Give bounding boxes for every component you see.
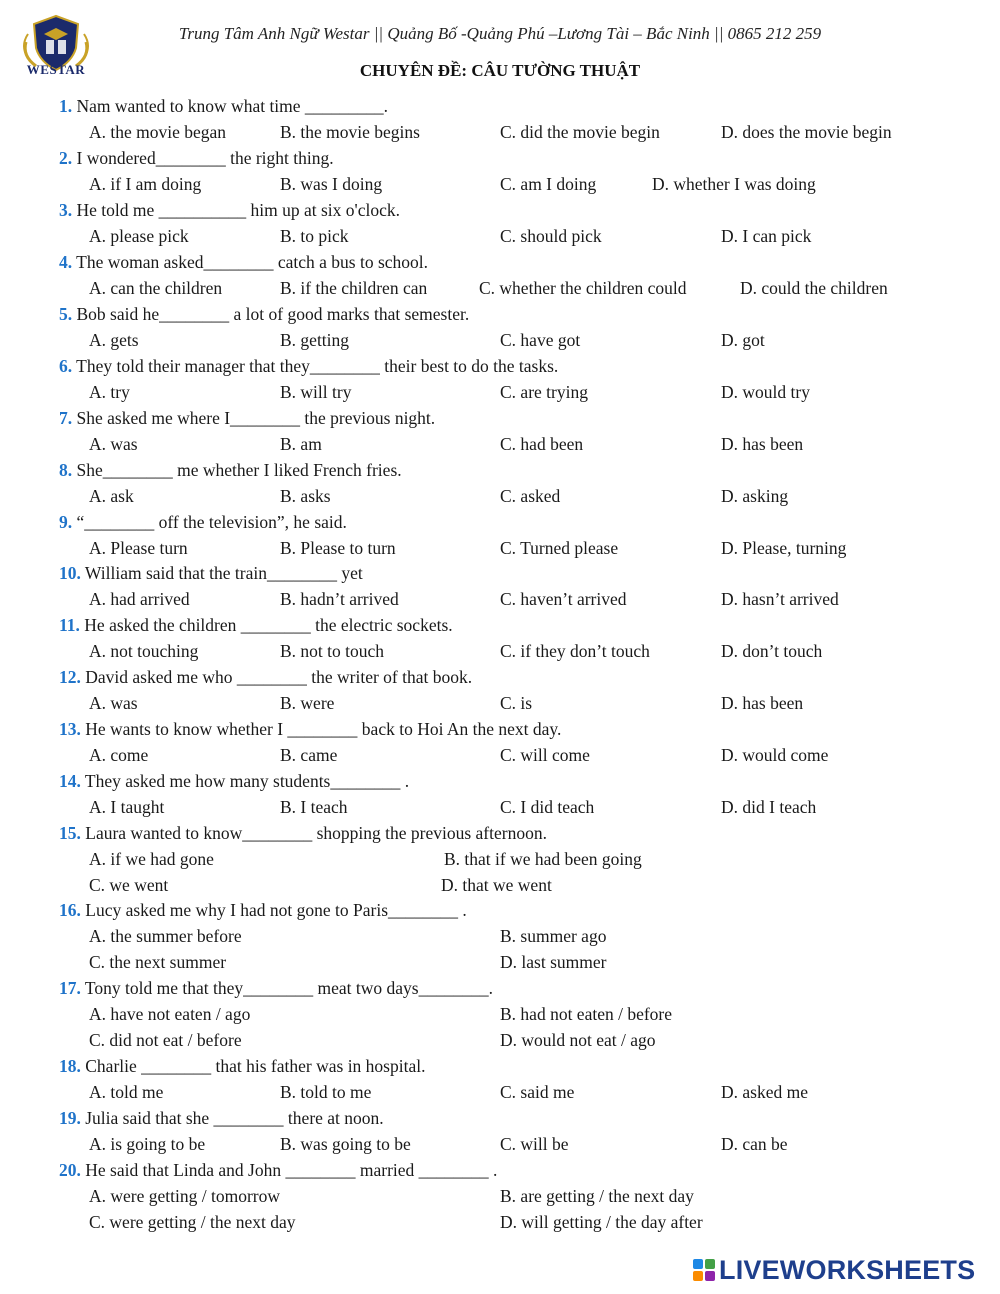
question-text: He asked the children ________ the electric sockets. [79,615,453,635]
document-title: CHUYÊN ĐỀ: CÂU TƯỜNG THUẬT [359,61,641,80]
answer-option[interactable]: B. getting [280,330,350,350]
answer-option[interactable]: B. came [280,745,338,765]
question-stem [59,356,558,376]
answer-option[interactable]: B. hadn’t arrived [280,589,399,609]
answer-option[interactable]: B. were [280,693,335,713]
question-number: 19. [59,1108,81,1128]
answer-option[interactable]: C. said me [500,1082,575,1102]
answer-option[interactable]: D. did I teach [721,797,817,817]
answer-option[interactable]: B. asks [280,486,331,506]
answer-option[interactable]: C. are trying [500,382,588,402]
answer-option[interactable]: D. would not eat / ago [500,1030,656,1050]
answer-option[interactable]: C. am I doing [500,174,597,194]
answer-option[interactable]: D. has been [721,693,804,713]
question-text: She asked me where I________ the previous night. [72,408,436,428]
question-text: William said that the train________ yet [80,563,363,583]
question-number: 6. [59,356,73,376]
answer-option[interactable]: C. did the movie begin [500,122,660,142]
question-stem [59,667,472,687]
center-header-line: Trung Tâm Anh Ngữ Westar || Quảng Bố -Quảng Phú –Lương Tài – Bắc Ninh || 0865 212 259 [178,24,822,43]
liveworksheets-logo-icon [693,1259,715,1281]
answer-option[interactable]: B. will try [280,382,352,402]
question-text: They told their manager that they________ their best to do the tasks. [72,356,559,376]
question-stem [59,512,347,532]
answer-option[interactable]: C. have got [500,330,581,350]
answer-option[interactable]: A. have not eaten / ago [89,1004,251,1024]
question-stem [59,200,400,220]
question-number: 1. [59,96,73,116]
answer-option[interactable]: D. I can pick [721,226,812,246]
answer-option[interactable]: B. are getting / the next day [500,1186,694,1206]
question-text: David asked me who ________ the writer of that book. [80,667,473,687]
question-number: 14. [59,771,81,791]
question-stem [59,1160,497,1180]
answer-option[interactable]: B. am [280,434,322,454]
answer-option[interactable]: D. will getting / the day after [500,1212,703,1232]
question-stem [59,1108,384,1128]
answer-option[interactable]: C. had been [500,434,584,454]
answer-option[interactable]: C. will come [500,745,590,765]
question-text: He told me __________ him up at six o'clock. [72,200,400,220]
question-stem [59,304,469,324]
answer-option[interactable]: A. ask [89,486,134,506]
question-text: Charlie ________ that his father was in hospital. [80,1056,426,1076]
question-stem [59,148,334,168]
answer-option[interactable]: D. last summer [500,952,607,972]
question-stem [59,563,363,583]
question-text: I wondered________ the right thing. [72,148,334,168]
answer-option[interactable]: B. Please to turn [280,538,396,558]
question-number: 15. [59,823,81,843]
answer-option[interactable]: A. can the children [89,278,223,298]
question-stem [59,96,388,116]
answer-option[interactable]: C. will be [500,1134,569,1154]
answer-option[interactable]: C. the next summer [89,952,227,972]
answer-option[interactable]: A. not touching [89,641,199,661]
answer-option[interactable]: A. the movie began [89,122,227,142]
answer-option[interactable]: C. haven’t arrived [500,589,627,609]
question-text: Nam wanted to know what time _________. [72,96,389,116]
question-number: 5. [59,304,73,324]
answer-option[interactable]: B. I teach [280,797,348,817]
question-text: Lucy asked me why I had not gone to Paris________ . [80,900,467,920]
answer-option[interactable]: D. asked me [721,1082,808,1102]
answer-option[interactable]: B. had not eaten / before [500,1004,673,1024]
question-number: 4. [59,252,73,272]
answer-option[interactable]: B. to pick [280,226,349,246]
question-number: 20. [59,1160,81,1180]
question-stem [59,460,402,480]
question-stem [59,252,428,272]
question-number: 11. [59,615,80,635]
answer-option[interactable]: A. is going to be [89,1134,206,1154]
answer-option[interactable]: D. Please, turning [721,538,847,558]
answer-option[interactable]: A. come [89,745,149,765]
question-number: 2. [59,148,73,168]
logo-wordmark: WESTAR [26,62,86,77]
answer-option[interactable]: B. told to me [280,1082,372,1102]
answer-option[interactable]: C. Turned please [500,538,619,558]
answer-option[interactable]: C. whether the children could [479,278,687,298]
answer-option[interactable]: D. asking [721,486,789,506]
answer-option[interactable]: C. asked [500,486,561,506]
answer-option[interactable]: D. that we went [441,875,552,895]
answer-option[interactable]: C. is [500,693,533,713]
answer-option[interactable]: A. told me [89,1082,164,1102]
question-number: 8. [59,460,73,480]
answer-option[interactable]: A. were getting / tomorrow [89,1186,280,1206]
question-number: 17. [59,978,81,998]
answer-option[interactable]: D. can be [721,1134,788,1154]
answer-option[interactable]: D. does the movie begin [721,122,892,142]
question-number: 7. [59,408,73,428]
question-text: Tony told me that they________ meat two days________. [80,978,493,998]
answer-option[interactable]: C. I did teach [500,797,595,817]
question-text: Laura wanted to know________ shopping the previous afternoon. [80,823,547,843]
answer-option[interactable]: B. the movie begins [280,122,420,142]
question-number: 12. [59,667,81,687]
brand-label: LIVEWORKSHEETS [719,1254,976,1285]
answer-option[interactable]: A. Please turn [89,538,188,558]
answer-option[interactable]: B. was I doing [280,174,383,194]
question-stem [59,823,547,843]
question-number: 3. [59,200,73,220]
question-stem [59,408,435,428]
answer-option[interactable]: A. had arrived [89,589,190,609]
question-text: The woman asked________ catch a bus to school. [72,252,429,272]
question-number: 16. [59,900,81,920]
answer-option[interactable]: C. if they don’t touch [500,641,650,661]
answer-option[interactable]: C. should pick [500,226,602,246]
answer-option[interactable]: D. don’t touch [721,641,823,661]
question-stem [59,719,561,739]
answer-option[interactable]: D. would come [721,745,829,765]
question-text: They asked me how many students________ . [80,771,410,791]
answer-option[interactable]: C. did not eat / before [89,1030,242,1050]
answer-option[interactable]: B. summer ago [500,926,607,946]
liveworksheets-brand[interactable] [693,1253,975,1287]
answer-option[interactable]: B. if the children can [280,278,428,298]
question-text: “________ off the television”, he said. [72,512,347,532]
question-text: He said that Linda and John ________ married ________ . [80,1160,498,1180]
question-number: 18. [59,1056,81,1076]
answer-option[interactable]: A. if I am doing [89,174,202,194]
answer-option[interactable]: B. was going to be [280,1134,411,1154]
answer-option[interactable]: D. whether I was doing [652,174,816,194]
answer-option[interactable]: D. could the children [740,278,888,298]
answer-option[interactable]: A. was [89,434,138,454]
question-stem [59,1056,425,1076]
answer-option[interactable]: C. were getting / the next day [89,1212,296,1232]
answer-option[interactable]: A. if we had gone [89,849,214,869]
answer-option[interactable]: D. got [721,330,765,350]
answer-option[interactable]: B. that if we had been going [444,849,642,869]
question-number: 13. [59,719,81,739]
answer-option[interactable]: A. I taught [89,797,165,817]
answer-option[interactable]: D. has been [721,434,804,454]
question-text: He wants to know whether I ________ back to Hoi An the next day. [80,719,562,739]
question-text: She________ me whether I liked French fries. [72,460,402,480]
question-stem [59,900,467,920]
answer-option[interactable]: C. we went [89,875,169,895]
question-stem [59,978,493,998]
question-stem [59,615,453,635]
answer-option[interactable]: A. please pick [89,226,189,246]
answer-option[interactable]: D. hasn’t arrived [721,589,839,609]
question-number: 9. [59,512,73,532]
question-number: 10. [59,563,81,583]
answer-option[interactable]: B. not to touch [280,641,385,661]
answer-option[interactable]: A. try [89,382,130,402]
question-text: Julia said that she ________ there at noon. [80,1108,384,1128]
answer-option[interactable]: D. would try [721,382,810,402]
answer-option[interactable]: A. gets [89,330,139,350]
question-stem [59,771,409,791]
answer-option[interactable]: A. the summer before [89,926,242,946]
question-text: Bob said he________ a lot of good marks that semester. [72,304,470,324]
answer-option[interactable]: A. was [89,693,138,713]
